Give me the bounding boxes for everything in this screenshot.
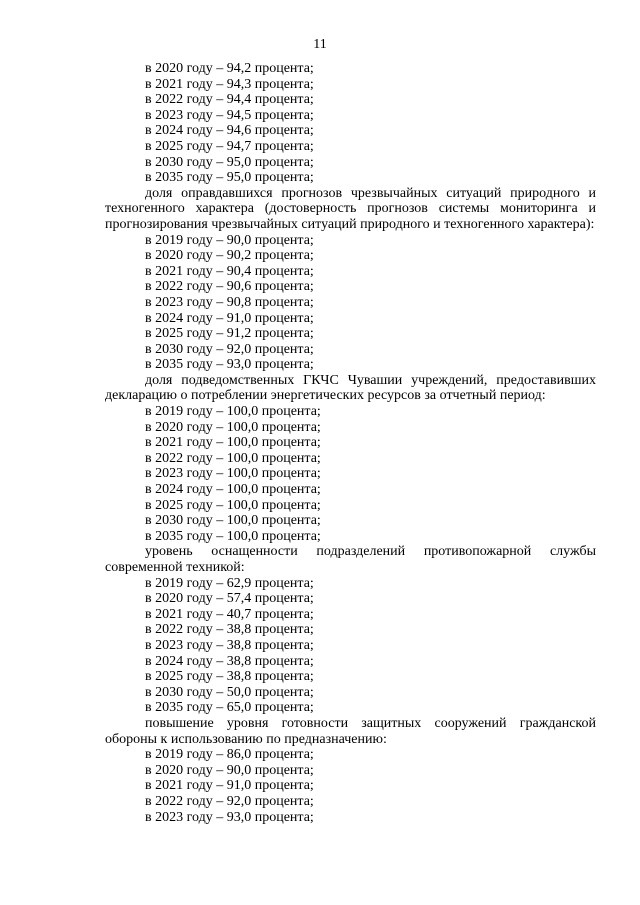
list-item: в 2024 году – 91,0 процента; [145, 310, 314, 326]
list-item: в 2022 году – 94,4 процента; [145, 92, 314, 108]
paragraph: доля подведомственных ГКЧС Чувашии учреждений, предоставивших декларацию о потреблении энергетических ресурсов за отчетный период: [105, 372, 596, 404]
list-item: в 2023 году – 94,5 процента; [145, 107, 314, 123]
list-item: в 2023 году – 93,0 процента; [145, 809, 314, 825]
list-item: в 2035 году – 95,0 процента; [145, 170, 314, 186]
list-item: в 2020 году – 57,4 процента; [145, 591, 314, 607]
list-item: в 2019 году – 62,9 процента; [145, 575, 314, 591]
list-item: в 2019 году – 86,0 процента; [145, 747, 314, 763]
paragraph: уровень оснащенности подразделений противопожарной службы современной техникой: [105, 544, 596, 575]
page-number: 11 [313, 37, 327, 52]
list-item: в 2022 году – 90,6 процента; [145, 279, 314, 295]
list-item: в 2030 году – 95,0 процента; [145, 154, 314, 170]
list-item: в 2025 году – 91,2 процента; [145, 326, 314, 342]
list-item: в 2020 году – 100,0 процента; [145, 419, 321, 435]
list-item: в 2030 году – 92,0 процента; [145, 341, 314, 357]
list-item: в 2025 году – 100,0 процента; [145, 497, 321, 513]
list-item: в 2022 году – 92,0 процента; [145, 793, 314, 809]
list-item: в 2023 году – 100,0 процента; [145, 466, 321, 482]
list-item: в 2020 году – 90,0 процента; [145, 762, 314, 778]
list-item: в 2035 году – 100,0 процента; [145, 528, 321, 544]
list-item: в 2019 году – 90,0 процента; [145, 232, 314, 248]
paragraph: повышение уровня готовности защитных сооружений гражданской обороны к использованию по предназначению: [105, 715, 596, 747]
list-item: в 2021 году – 90,4 процента; [145, 263, 314, 279]
list-item: в 2024 году – 38,8 процента; [145, 653, 314, 669]
list-item: в 2024 году – 100,0 процента; [145, 482, 321, 498]
list-item: в 2021 году – 40,7 процента; [145, 606, 314, 622]
list-item: в 2035 году – 93,0 процента; [145, 357, 314, 373]
list-item: в 2022 году – 100,0 процента; [145, 450, 321, 466]
list-item: в 2021 году – 91,0 процента; [145, 778, 314, 794]
paragraph: доля оправдавшихся прогнозов чрезвычайных ситуаций природного и техногенного характера (достоверность прогнозов системы мониторинга и прогнозирования чрезвычайных ситуаций природного и техногенного характера): [105, 185, 596, 232]
list-item: в 2030 году – 50,0 процента; [145, 684, 314, 700]
list-item: в 2020 году – 94,2 процента; [145, 61, 314, 76]
document-body [105, 61, 596, 825]
list-item: в 2030 году – 100,0 процента; [145, 513, 321, 529]
list-item: в 2020 году – 90,2 процента; [145, 248, 314, 264]
list-item: в 2025 году – 38,8 процента; [145, 669, 314, 685]
list-item: в 2021 году – 94,3 процента; [145, 76, 314, 92]
list-item: в 2035 году – 65,0 процента; [145, 700, 314, 716]
list-item: в 2025 году – 94,7 процента; [145, 138, 314, 154]
list-item: в 2023 году – 38,8 процента; [145, 637, 314, 653]
list-item: в 2024 году – 94,6 процента; [145, 123, 314, 139]
list-item: в 2019 году – 100,0 процента; [145, 404, 321, 420]
list-item: в 2021 году – 100,0 процента; [145, 435, 321, 451]
list-item: в 2022 году – 38,8 процента; [145, 622, 314, 638]
list-item: в 2023 году – 90,8 процента; [145, 294, 314, 310]
